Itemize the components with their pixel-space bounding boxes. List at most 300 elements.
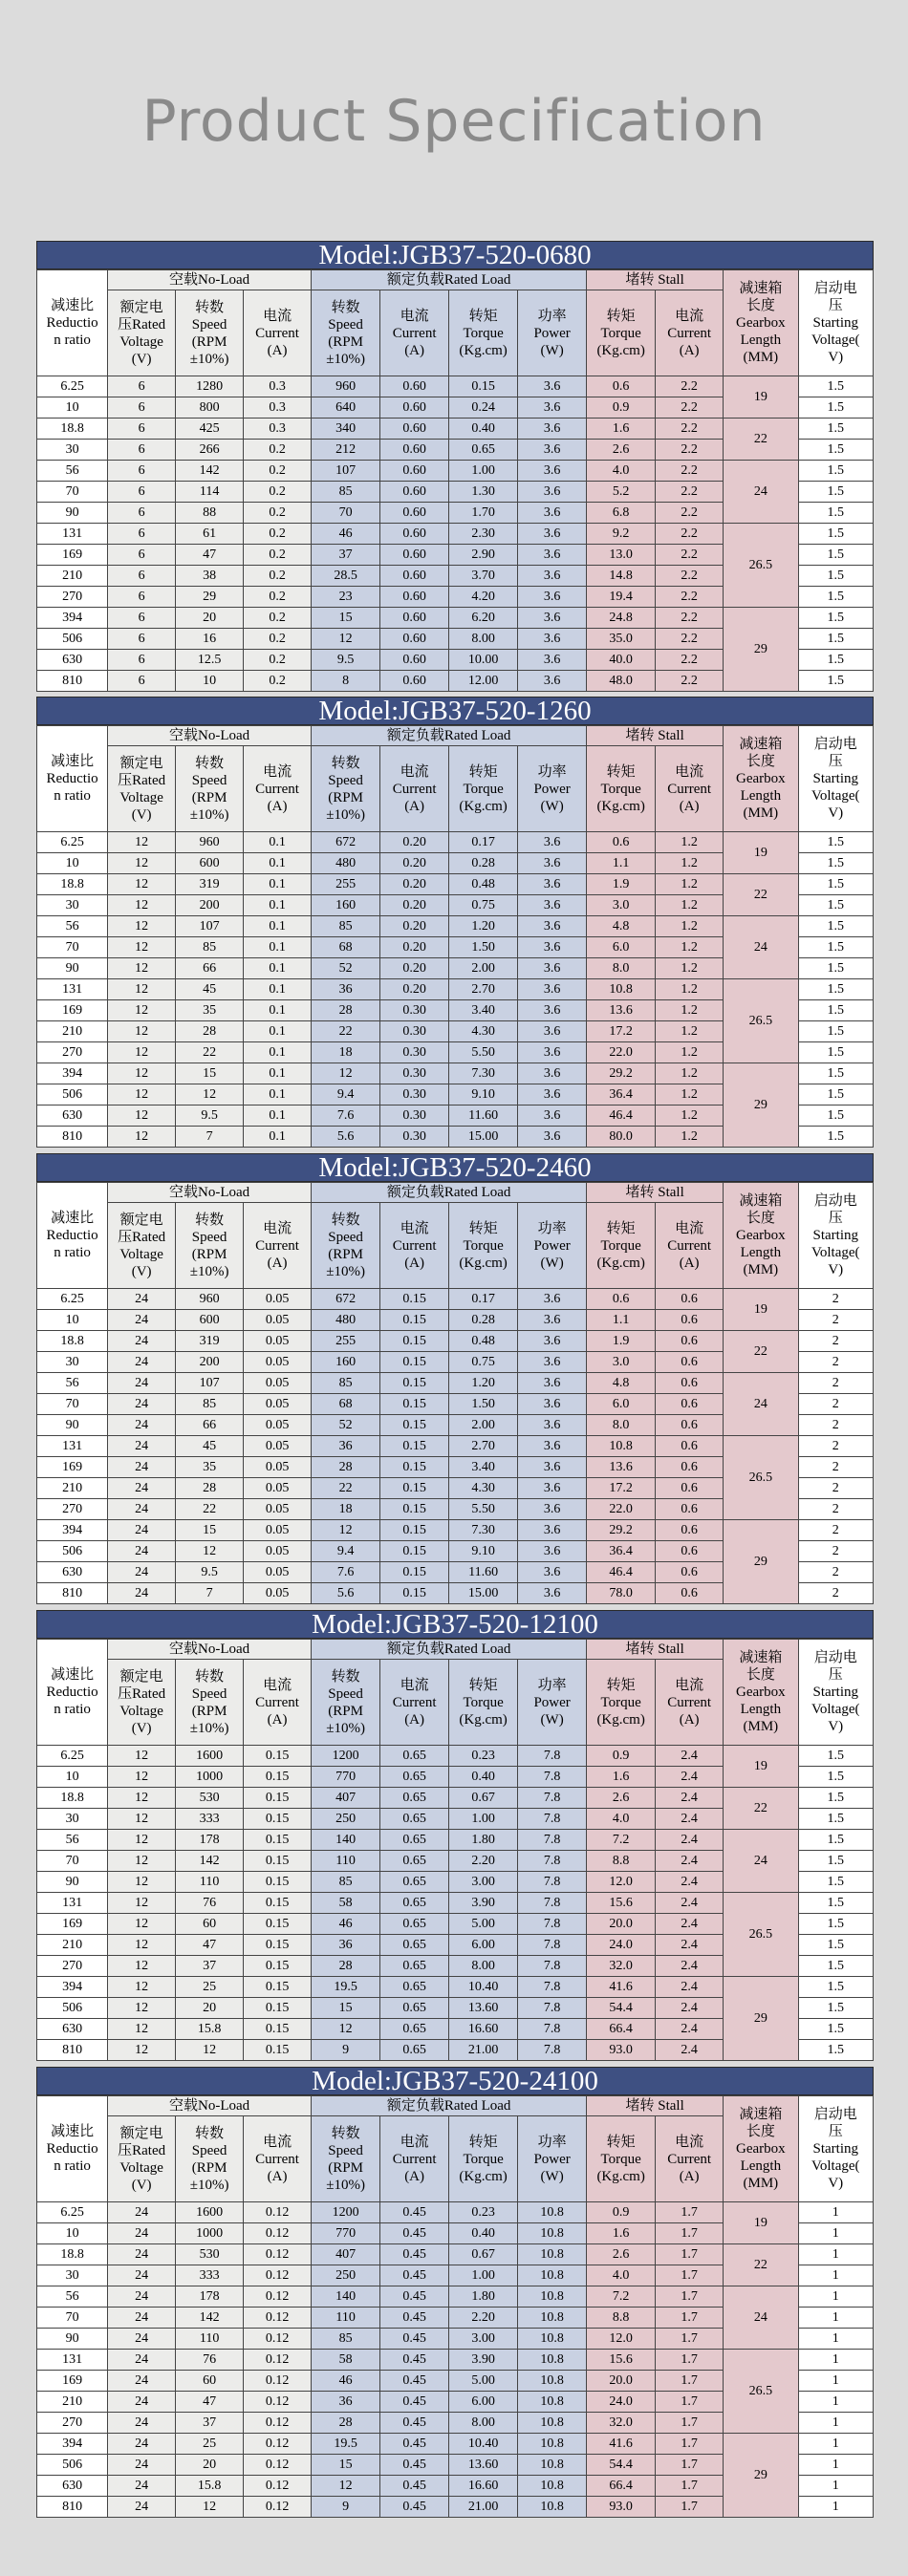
starting-voltage-cell: 1 (798, 2497, 873, 2518)
no-load-current-cell: 0.05 (244, 1520, 312, 1541)
stall-current-cell: 2.2 (656, 376, 724, 397)
stall-torque-cell: 54.4 (587, 2455, 656, 2476)
stall-torque-cell: 14.8 (587, 566, 656, 587)
rated-voltage-cell: 12 (108, 1893, 176, 1914)
rated-torque-cell: 2.20 (449, 2308, 518, 2329)
reduction-ratio-cell: 18.8 (37, 1331, 108, 1352)
rated-current-cell: 0.65 (380, 1809, 449, 1830)
rated-torque-header: 转矩 Torque (Kg.cm) (449, 290, 518, 376)
no-load-speed-cell: 142 (176, 1851, 244, 1872)
table-row (37, 1520, 874, 1541)
rated-torque-cell: 2.00 (449, 958, 518, 979)
rated-speed-cell: 28 (312, 1000, 380, 1021)
table-row (37, 608, 874, 629)
rated-speed-cell: 407 (312, 2244, 380, 2265)
rated-power-cell: 3.6 (518, 853, 587, 874)
rated-voltage-cell: 24 (108, 2371, 176, 2392)
stall-torque-cell: 54.4 (587, 1998, 656, 2019)
starting-voltage-cell: 1 (798, 2413, 873, 2434)
rated-speed-cell: 7.6 (312, 1106, 380, 1127)
rated-torque-cell: 8.00 (449, 629, 518, 650)
reduction-ratio-cell: 169 (37, 1457, 108, 1478)
stall-torque-cell: 15.6 (587, 2350, 656, 2371)
rated-torque-cell: 1.00 (449, 461, 518, 482)
rated-speed-cell: 15 (312, 2455, 380, 2476)
table-row (37, 832, 874, 853)
rated-torque-cell: 4.30 (449, 1021, 518, 1042)
rated-power-cell: 7.8 (518, 1977, 587, 1998)
rated-torque-cell: 5.00 (449, 2371, 518, 2392)
stall-torque-cell: 10.8 (587, 1436, 656, 1457)
reduction-ratio-cell: 270 (37, 1956, 108, 1977)
rated-speed-cell: 9.5 (312, 650, 380, 671)
no-load-speed-cell: 35 (176, 1000, 244, 1021)
rated-current-cell: 0.20 (380, 958, 449, 979)
rated-torque-cell: 3.70 (449, 566, 518, 587)
no-load-current-cell: 0.12 (244, 2455, 312, 2476)
rated-speed-cell: 12 (312, 2476, 380, 2497)
rated-current-cell: 0.30 (380, 1021, 449, 1042)
rated-current-cell: 0.65 (380, 1998, 449, 2019)
rated-power-cell: 10.8 (518, 2413, 587, 2434)
no-load-current-cell: 0.2 (244, 503, 312, 524)
rated-voltage-cell: 12 (108, 1063, 176, 1084)
starting-voltage-cell: 2 (798, 1310, 873, 1331)
rated-torque-cell: 0.17 (449, 832, 518, 853)
rated-speed-cell: 9 (312, 2497, 380, 2518)
rated-power-cell: 3.6 (518, 1499, 587, 1520)
stall-current-cell: 1.7 (656, 2308, 724, 2329)
no-load-speed-cell: 1000 (176, 1767, 244, 1788)
stall-torque-cell: 10.8 (587, 979, 656, 1000)
no-load-current-cell: 0.12 (244, 2244, 312, 2265)
reduction-ratio-cell: 270 (37, 587, 108, 608)
stall-current-cell: 2.2 (656, 419, 724, 440)
spec-table (36, 1639, 874, 2061)
rated-current-cell: 0.45 (380, 2413, 449, 2434)
no-load-speed-cell: 85 (176, 937, 244, 958)
no-load-speed-cell: 15.8 (176, 2019, 244, 2040)
rated-voltage-cell: 24 (108, 2455, 176, 2476)
reduction-ratio-cell: 6.25 (37, 1746, 108, 1767)
gearbox-length-cell: 22 (724, 874, 798, 916)
no-load-speed-cell: 66 (176, 958, 244, 979)
rated-current-cell: 0.65 (380, 2019, 449, 2040)
reduction-ratio-cell: 131 (37, 1436, 108, 1457)
reduction-ratio-cell: 30 (37, 1352, 108, 1373)
no-load-speed-cell: 319 (176, 874, 244, 895)
stall-torque-cell: 40.0 (587, 650, 656, 671)
rated-speed-cell: 160 (312, 895, 380, 916)
rated-voltage-cell: 12 (108, 1935, 176, 1956)
model-spec-block (36, 1610, 874, 2061)
no-load-current-cell: 0.2 (244, 629, 312, 650)
reduction-ratio-cell: 210 (37, 2392, 108, 2413)
rated-current-cell: 0.45 (380, 2223, 449, 2244)
rated-power-cell: 3.6 (518, 376, 587, 397)
rated-torque-cell: 6.00 (449, 1935, 518, 1956)
gearbox-length-cell: 22 (724, 1788, 798, 1830)
rated-torque-cell: 15.00 (449, 1127, 518, 1148)
rated-current-cell: 0.60 (380, 461, 449, 482)
gearbox-length-cell: 24 (724, 461, 798, 524)
reduction-ratio-cell: 6.25 (37, 376, 108, 397)
rated-speed-cell: 36 (312, 1935, 380, 1956)
no-load-speed-cell: 110 (176, 1872, 244, 1893)
table-row (37, 1063, 874, 1084)
rated-speed-cell: 23 (312, 587, 380, 608)
rated-current-cell: 0.45 (380, 2329, 449, 2350)
gearbox-length-cell: 19 (724, 832, 798, 874)
stall-torque-cell: 24.0 (587, 1935, 656, 1956)
gearbox-length-cell: 24 (724, 916, 798, 979)
starting-voltage-cell: 1.5 (798, 1998, 873, 2019)
stall-current-cell: 2.4 (656, 1998, 724, 2019)
stall-current-cell: 2.2 (656, 587, 724, 608)
no-load-speed-cell: 22 (176, 1042, 244, 1063)
rated-speed-cell: 37 (312, 545, 380, 566)
rated-voltage-header: 额定电 压Rated Voltage (V) (108, 290, 176, 376)
stall-torque-cell: 7.2 (587, 2286, 656, 2308)
rated-torque-cell: 2.30 (449, 524, 518, 545)
rated-power-cell: 10.8 (518, 2202, 587, 2223)
stall-header: 堵转 Stall (587, 1183, 724, 1203)
starting-voltage-cell: 1.5 (798, 979, 873, 1000)
stall-torque-cell: 17.2 (587, 1021, 656, 1042)
stall-current-cell: 1.7 (656, 2329, 724, 2350)
stall-torque-cell: 20.0 (587, 1914, 656, 1935)
stall-current-cell: 0.6 (656, 1394, 724, 1415)
no-load-speed-cell: 76 (176, 1893, 244, 1914)
rated-speed-cell: 9.4 (312, 1541, 380, 1562)
stall-torque-cell: 5.2 (587, 482, 656, 503)
rated-power-cell: 3.6 (518, 979, 587, 1000)
stall-torque-cell: 46.4 (587, 1562, 656, 1583)
model-title-bar: Model:JGB37-520-2460 (36, 1153, 874, 1182)
no-load-speed-cell: 45 (176, 979, 244, 1000)
rated-power-header: 功率 Power (W) (518, 746, 587, 832)
rated-speed-cell: 36 (312, 1436, 380, 1457)
rated-torque-header: 转矩 Torque (Kg.cm) (449, 746, 518, 832)
rated-power-cell: 3.6 (518, 1331, 587, 1352)
rated-speed-cell: 18 (312, 1042, 380, 1063)
no-load-header: 空载No-Load (108, 270, 312, 290)
rated-voltage-cell: 12 (108, 895, 176, 916)
no-load-current-cell: 0.12 (244, 2497, 312, 2518)
rated-power-cell: 3.6 (518, 1583, 587, 1604)
rated-current-cell: 0.45 (380, 2286, 449, 2308)
rated-voltage-cell: 6 (108, 524, 176, 545)
no-load-current-cell: 0.05 (244, 1415, 312, 1436)
no-load-speed-cell: 1600 (176, 2202, 244, 2223)
reduction-ratio-cell: 70 (37, 1851, 108, 1872)
reduction-ratio-cell: 270 (37, 1499, 108, 1520)
starting-voltage-cell: 1.5 (798, 629, 873, 650)
starting-voltage-cell: 1.5 (798, 1830, 873, 1851)
no-load-speed-cell: 16 (176, 629, 244, 650)
no-load-speed-cell: 88 (176, 503, 244, 524)
reduction-ratio-cell: 10 (37, 397, 108, 419)
starting-voltage-cell: 1.5 (798, 1767, 873, 1788)
rated-torque-cell: 1.80 (449, 2286, 518, 2308)
rated-torque-cell: 3.90 (449, 1893, 518, 1914)
rated-power-cell: 3.6 (518, 503, 587, 524)
starting-voltage-cell: 2 (798, 1289, 873, 1310)
stall-current-cell: 1.2 (656, 1084, 724, 1106)
rated-power-cell: 3.6 (518, 650, 587, 671)
rated-power-cell: 3.6 (518, 1310, 587, 1331)
stall-current-cell: 0.6 (656, 1499, 724, 1520)
stall-torque-cell: 6.0 (587, 937, 656, 958)
stall-current-cell: 2.4 (656, 1809, 724, 1830)
no-load-current-cell: 0.1 (244, 1000, 312, 1021)
rated-current-cell: 0.20 (380, 979, 449, 1000)
stall-torque-cell: 32.0 (587, 2413, 656, 2434)
stall-torque-cell: 2.6 (587, 440, 656, 461)
rated-voltage-cell: 6 (108, 397, 176, 419)
rated-current-cell: 0.30 (380, 1000, 449, 1021)
rated-speed-cell: 1200 (312, 2202, 380, 2223)
rated-current-cell: 0.15 (380, 1541, 449, 1562)
table-row (37, 1373, 874, 1394)
reduction-ratio-cell: 30 (37, 1809, 108, 1830)
gearbox-length-cell: 24 (724, 2286, 798, 2350)
stall-torque-cell: 93.0 (587, 2040, 656, 2061)
rated-torque-cell: 3.00 (449, 1872, 518, 1893)
gearbox-length-cell: 26.5 (724, 2350, 798, 2434)
stall-current-cell: 2.4 (656, 1746, 724, 1767)
rated-torque-cell: 0.17 (449, 1289, 518, 1310)
rated-power-cell: 7.8 (518, 1893, 587, 1914)
stall-torque-cell: 0.9 (587, 1746, 656, 1767)
rated-voltage-cell: 6 (108, 629, 176, 650)
rated-voltage-header: 额定电 压Rated Voltage (V) (108, 1203, 176, 1289)
gearbox-length-cell: 24 (724, 1373, 798, 1436)
rated-power-cell: 7.8 (518, 1767, 587, 1788)
no-load-header: 空载No-Load (108, 1183, 312, 1203)
starting-voltage-cell: 1.5 (798, 1914, 873, 1935)
reduction-ratio-cell: 70 (37, 937, 108, 958)
rated-torque-cell: 9.10 (449, 1541, 518, 1562)
starting-voltage-cell: 1.5 (798, 1000, 873, 1021)
reduction-ratio-cell: 70 (37, 1394, 108, 1415)
stall-current-cell: 1.2 (656, 916, 724, 937)
stall-torque-cell: 2.6 (587, 1788, 656, 1809)
rated-speed-cell: 9 (312, 2040, 380, 2061)
stall-torque-cell: 8.0 (587, 958, 656, 979)
reduction-ratio-cell: 18.8 (37, 2244, 108, 2265)
rated-current-cell: 0.45 (380, 2265, 449, 2286)
rated-torque-cell: 13.60 (449, 1998, 518, 2019)
rated-power-cell: 3.6 (518, 524, 587, 545)
reduction-ratio-header: 减速比 Reductio n ratio (37, 1183, 108, 1289)
rated-voltage-cell: 6 (108, 482, 176, 503)
rated-voltage-cell: 12 (108, 1809, 176, 1830)
reduction-ratio-cell: 630 (37, 2476, 108, 2497)
reduction-ratio-cell: 30 (37, 2265, 108, 2286)
stall-torque-cell: 12.0 (587, 2329, 656, 2350)
stall-torque-cell: 29.2 (587, 1520, 656, 1541)
rated-speed-cell: 46 (312, 524, 380, 545)
stall-current-cell: 0.6 (656, 1583, 724, 1604)
rated-power-cell: 3.6 (518, 587, 587, 608)
rated-speed-cell: 12 (312, 2019, 380, 2040)
rated-power-cell: 7.8 (518, 1851, 587, 1872)
rated-speed-cell: 7.6 (312, 1562, 380, 1583)
rated-power-cell: 10.8 (518, 2434, 587, 2455)
rated-speed-header: 转数 Speed (RPM ±10%) (312, 2116, 380, 2202)
rated-load-header: 额定负载Rated Load (312, 1640, 587, 1660)
stall-torque-cell: 41.6 (587, 1977, 656, 1998)
rated-current-cell: 0.15 (380, 1373, 449, 1394)
rated-speed-cell: 960 (312, 376, 380, 397)
stall-current-cell: 2.2 (656, 566, 724, 587)
table-row (37, 1331, 874, 1352)
starting-voltage-cell: 1.5 (798, 1893, 873, 1914)
rated-voltage-cell: 24 (108, 2286, 176, 2308)
no-load-speed-cell: 1600 (176, 1746, 244, 1767)
reduction-ratio-cell: 131 (37, 1893, 108, 1914)
gearbox-length-cell: 22 (724, 419, 798, 461)
rated-torque-cell: 10.40 (449, 2434, 518, 2455)
rated-power-cell: 3.6 (518, 482, 587, 503)
rated-current-cell: 0.15 (380, 1331, 449, 1352)
reduction-ratio-cell: 810 (37, 2040, 108, 2061)
rated-current-cell: 0.15 (380, 1415, 449, 1436)
rated-speed-header: 转数 Speed (RPM ±10%) (312, 290, 380, 376)
no-load-current-cell: 0.2 (244, 482, 312, 503)
rated-speed-header: 转数 Speed (RPM ±10%) (312, 1660, 380, 1746)
rated-voltage-cell: 24 (108, 1415, 176, 1436)
rated-voltage-cell: 12 (108, 937, 176, 958)
rated-speed-cell: 672 (312, 1289, 380, 1310)
spec-table-body (37, 2202, 874, 2518)
rated-voltage-cell: 12 (108, 1042, 176, 1063)
stall-current-cell: 1.2 (656, 937, 724, 958)
reduction-ratio-cell: 394 (37, 608, 108, 629)
reduction-ratio-cell: 10 (37, 1767, 108, 1788)
stall-current-cell: 0.6 (656, 1541, 724, 1562)
no-load-current-cell: 0.05 (244, 1436, 312, 1457)
no-load-speed-cell: 142 (176, 461, 244, 482)
rated-power-cell: 3.6 (518, 629, 587, 650)
reduction-ratio-cell: 506 (37, 1998, 108, 2019)
no-load-speed-cell: 1000 (176, 2223, 244, 2244)
stall-current-cell: 2.2 (656, 629, 724, 650)
rated-power-cell: 10.8 (518, 2497, 587, 2518)
no-load-current-cell: 0.15 (244, 2019, 312, 2040)
starting-voltage-cell: 2 (798, 1352, 873, 1373)
no-load-speed-cell: 20 (176, 608, 244, 629)
starting-voltage-cell: 1.5 (798, 461, 873, 482)
starting-voltage-header: 启动电 压 Starting Voltage( V) (798, 270, 873, 376)
starting-voltage-cell: 1.5 (798, 895, 873, 916)
rated-voltage-cell: 24 (108, 1310, 176, 1331)
stall-current-cell: 1.2 (656, 895, 724, 916)
table-row (37, 524, 874, 545)
reduction-ratio-cell: 56 (37, 1373, 108, 1394)
no-load-current-cell: 0.12 (244, 2371, 312, 2392)
no-load-speed-cell: 800 (176, 397, 244, 419)
stall-torque-cell: 9.2 (587, 524, 656, 545)
no-load-current-cell: 0.12 (244, 2202, 312, 2223)
rated-torque-cell: 8.00 (449, 1956, 518, 1977)
no-load-speed-cell: 28 (176, 1478, 244, 1499)
stall-torque-cell: 13.0 (587, 545, 656, 566)
no-load-speed-cell: 142 (176, 2308, 244, 2329)
stall-current-cell: 0.6 (656, 1415, 724, 1436)
starting-voltage-cell: 1.5 (798, 832, 873, 853)
rated-current-cell: 0.20 (380, 874, 449, 895)
rated-speed-cell: 36 (312, 2392, 380, 2413)
rated-torque-cell: 0.65 (449, 440, 518, 461)
no-load-speed-cell: 25 (176, 1977, 244, 1998)
no-load-speed-cell: 20 (176, 2455, 244, 2476)
rated-torque-cell: 2.00 (449, 1415, 518, 1436)
rated-voltage-cell: 12 (108, 1977, 176, 1998)
starting-voltage-cell: 1.5 (798, 671, 873, 692)
spec-table (36, 1182, 874, 1604)
table-row (37, 1977, 874, 1998)
stall-torque-cell: 1.6 (587, 1767, 656, 1788)
no-load-current-cell: 0.05 (244, 1394, 312, 1415)
starting-voltage-cell: 2 (798, 1520, 873, 1541)
rated-speed-cell: 12 (312, 629, 380, 650)
rated-power-cell: 10.8 (518, 2308, 587, 2329)
rated-power-cell: 3.6 (518, 958, 587, 979)
rated-voltage-cell: 12 (108, 1746, 176, 1767)
rated-power-cell: 3.6 (518, 1289, 587, 1310)
rated-current-cell: 0.65 (380, 1746, 449, 1767)
rated-voltage-cell: 12 (108, 1084, 176, 1106)
reduction-ratio-cell: 56 (37, 461, 108, 482)
no-load-current-cell: 0.3 (244, 376, 312, 397)
stall-current-cell: 0.6 (656, 1310, 724, 1331)
stall-torque-cell: 36.4 (587, 1541, 656, 1562)
no-load-current-header: 电流 Current (A) (244, 1660, 312, 1746)
rated-power-cell: 7.8 (518, 1935, 587, 1956)
reduction-ratio-cell: 70 (37, 482, 108, 503)
stall-torque-cell: 3.0 (587, 1352, 656, 1373)
starting-voltage-cell: 1 (798, 2434, 873, 2455)
rated-speed-cell: 255 (312, 1331, 380, 1352)
rated-speed-cell: 28.5 (312, 566, 380, 587)
starting-voltage-cell: 1 (798, 2286, 873, 2308)
rated-speed-cell: 12 (312, 1063, 380, 1084)
spec-table-body (37, 832, 874, 1148)
rated-load-header: 额定负载Rated Load (312, 270, 587, 290)
no-load-speed-cell: 12 (176, 1541, 244, 1562)
no-load-current-cell: 0.2 (244, 671, 312, 692)
rated-torque-cell: 0.40 (449, 2223, 518, 2244)
rated-voltage-cell: 24 (108, 2265, 176, 2286)
rated-speed-cell: 18 (312, 1499, 380, 1520)
rated-power-cell: 7.8 (518, 1998, 587, 2019)
rated-power-cell: 3.6 (518, 1084, 587, 1106)
gearbox-length-header: 减速箱 长度 Gearbox Length (MM) (724, 726, 798, 832)
starting-voltage-cell: 2 (798, 1373, 873, 1394)
rated-speed-cell: 70 (312, 503, 380, 524)
no-load-current-cell: 0.12 (244, 2392, 312, 2413)
rated-current-cell: 0.45 (380, 2476, 449, 2497)
stall-current-cell: 0.6 (656, 1352, 724, 1373)
rated-power-header: 功率 Power (W) (518, 1203, 587, 1289)
rated-current-cell: 0.45 (380, 2350, 449, 2371)
rated-power-cell: 10.8 (518, 2223, 587, 2244)
rated-torque-cell: 1.20 (449, 916, 518, 937)
rated-voltage-cell: 6 (108, 376, 176, 397)
rated-voltage-cell: 6 (108, 608, 176, 629)
